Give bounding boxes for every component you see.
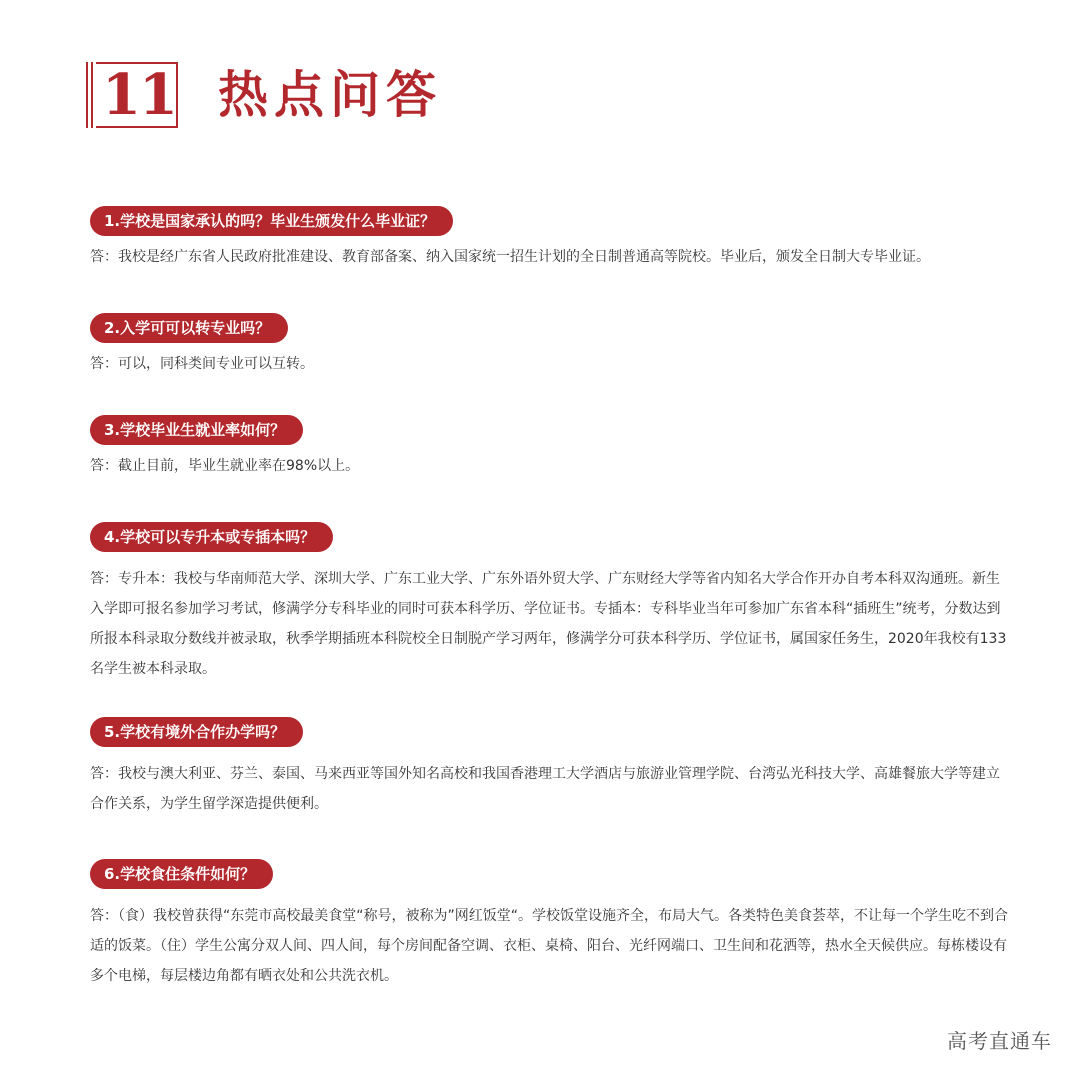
- question-pill: 5.学校有境外合作办学吗？: [90, 717, 303, 747]
- qa-item-1: [90, 206, 1010, 272]
- qa-item-5: [90, 717, 1010, 819]
- section-number-box: [86, 62, 178, 128]
- answer-text: 答：我校与澳大利亚、芬兰、泰国、马来西亚等国外知名高校和我国香港理工大学酒店与旅游业管理学院、台湾弘光科技大学、高雄餐旅大学等建立合作关系，为学生留学深造提供便利。: [90, 766, 1000, 812]
- question-pill: 2.入学可可以转专业吗？: [90, 313, 288, 343]
- qa-item-2: [90, 313, 1010, 379]
- question-pill: 3.学校毕业生就业率如何？: [90, 415, 303, 445]
- qa-item-4: [90, 522, 1010, 684]
- answer-text: 答：我校是经广东省人民政府批准建设、教育部备案、纳入国家统一招生计划的全日制普通高等院校。毕业后，颁发全日制大专毕业证。: [90, 249, 930, 265]
- qa-item-6: [90, 859, 1010, 991]
- watermark: 高考直通车: [947, 1029, 1052, 1053]
- question-pill: 4.学校可以专升本或专插本吗？: [90, 522, 333, 552]
- section-number: 11: [102, 62, 176, 128]
- qa-item-3: [90, 415, 1010, 481]
- page-title: 热点问答: [218, 66, 442, 124]
- question-pill: 6.学校食住条件如何？: [90, 859, 273, 889]
- answer-text: 答：截止目前，毕业生就业率在98%以上。: [90, 458, 360, 474]
- question-pill: 1.学校是国家承认的吗？毕业生颁发什么毕业证？: [90, 206, 453, 236]
- answer-text: 答：可以，同科类间专业可以互转。: [90, 356, 314, 372]
- answer-text: 答：专升本：我校与华南师范大学、深圳大学、广东工业大学、广东外语外贸大学、广东财经大学等省内知名大学合作开办自考本科双沟通班。新生入学即可报名参加学习考试，修满学分专科毕业的同时可获本科学历、学位证书。专插本：专科毕业当年可参加广东省本科“插班生”统考，分数达到所报本科录取分数线并被录取，秋季学期插班本科院校全日制脱产学习两年，修满学分可获本科学历、学位证书，属国家任务生，2020年我校有133名学生被本科录取。: [90, 571, 1007, 677]
- answer-text: 答：（食）我校曾获得“东莞市高校最美食堂“称号，被称为”网红饭堂“。学校饭堂设施齐全，布局大气。各类特色美食荟萃，不让每一个学生吃不到合适的饭菜。（住）学生公寓分双人间、四人间，每个房间配备空调、衣柜、桌椅、阳台、光纤网端口、卫生间和花洒等，热水全天候供应。每栋楼设有多个电梯，每层楼边角都有晒衣处和公共洗衣机。: [90, 908, 1009, 984]
